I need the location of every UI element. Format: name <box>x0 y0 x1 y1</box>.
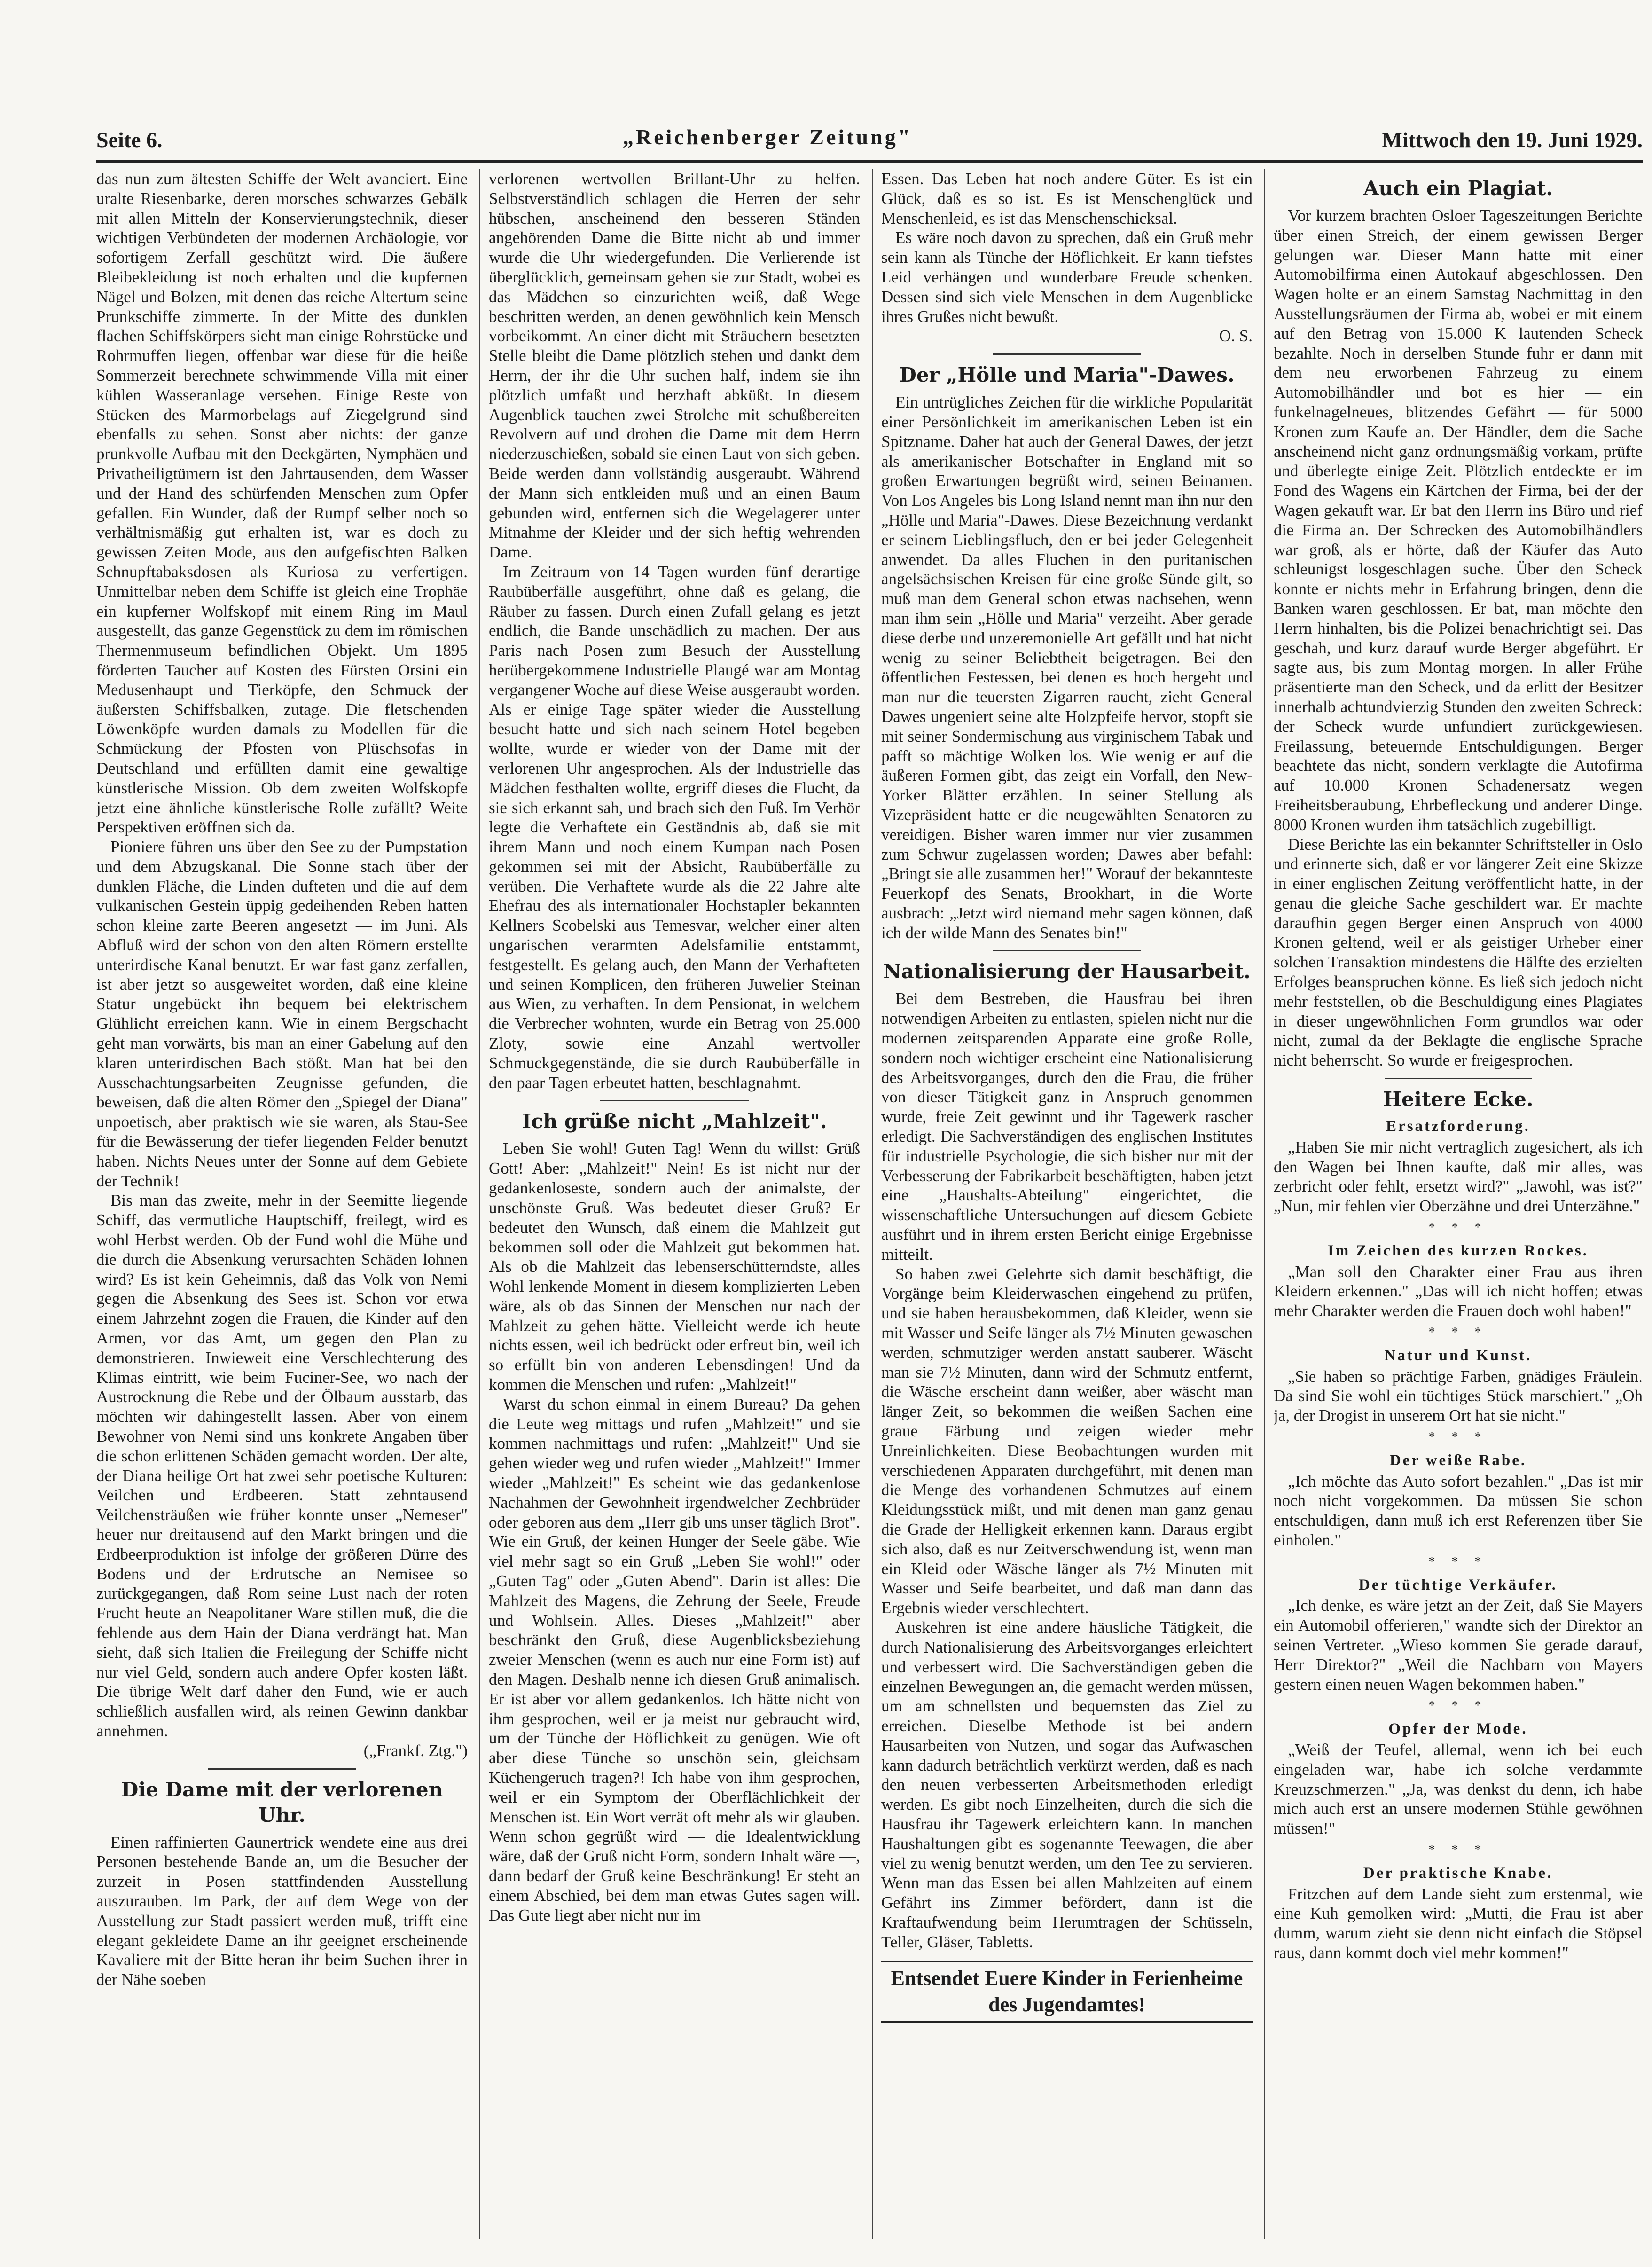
article-paragraph: Warst du schon einmal in einem Bureau? Da gehen die Leute weg mittags und rufen „Mahlzeit!" und sie kommen nachmittags und rufen: „Mahlzeit!" Und sie gehen wieder weg und rufen wieder „Mahlzeit!" Immer wieder „Mahlzeit!" Es scheint wie das gedankenlose Nachahmen der Gewohnheit irgendwelcher Zechbrüder oder geboren aus dem „Herr gib uns unser täglich Brot". Wie ein Gruß, der keinen Hunger der Seele gäbe. Wie viel mehr sagt so ein Gruß „Leben Sie wohl!" oder „Guten Tag" oder „Guten Abend". Darin ist alles: Die Mahlzeit des Magens, die Zehrung der Seele, Freude und Wohlsein. Alles. Dieses „Mahlzeit!" aber beschränkt den Gruß, diese Augenblicksbeziehung zweier Menschen (wenn es auch nur eine Form ist) auf den Magen. Deshalb nenne ich diesen Gruß animalisch. Er ist aber vor allem gedankenlos. Ich hätte nicht von ihm gesprochen, weil er ja meist nur gebraucht wird, um der Tünche der Höflichkeit zu genügen. Wie oft aber diese Tünche so unschön sein, gleichsam Küchengeruch tragen?! Ich habe von ihm gesprochen, weil er ein Symptom der Oberflächlichkeit der Menschen ist. Ein Wort verrät oft mehr als wir glauben. Wenn schon gegrüßt wird — die Idealentwicklung wäre, daß der Gruß nicht Form, sondern Inhalt wäre —, dann bedarf der Gruß keine Beschränkung! Er steht an einem Abschied, bei dem man etwas Gutes sagen will. Das Gute liegt aber nicht nur im <box>489 1395 860 1924</box>
article-separator <box>1385 1078 1532 1079</box>
column-1 <box>96 169 468 2239</box>
article-paragraph: Diese Berichte las ein bekannter Schriftsteller in Oslo und erinnerte sich, daß er vor längerer Zeit eine Skizze in einer englischen Zeitung veröffentlicht hatte, in der genau die gleiche Sache geschildert war. Er machte daraufhin gegen Berger einen Anspruch von 4000 Kronen geltend, weil er als geistiger Urheber einer solchen Transaktion mindestens die Hälfte des erzielten Erfolges beanspruchen könne. Es ließ sich jedoch nicht mehr feststellen, ob die Beschuldigung eines Plagiates in dieser ungewöhnlichen Form grundlos war oder nicht, zumal da der Beklagte die englische Sprache nicht beherrscht. So wurde er freigesprochen. <box>1274 835 1643 1070</box>
joke-text: „Sie haben so prächtige Farben, gnädiges Fräulein. Da sind Sie wohl ein tüchtiges Stück marschiert." „Oh ja, der Drogist in unserem Ort hat sie nicht." <box>1274 1367 1643 1425</box>
article-headline: Heitere Ecke. <box>1383 1088 1534 1111</box>
article-headline: Ich grüße nicht „Mahlzeit". <box>522 1110 827 1133</box>
newspaper-title: „Reichenberger Zeitung" <box>623 125 913 149</box>
article-separator <box>993 353 1141 355</box>
column-rule <box>479 169 480 2239</box>
column-4 <box>1274 169 1643 2239</box>
article-separator <box>208 1768 356 1770</box>
joke-text: „Man soll den Charakter einer Frau aus ihren Kleidern erkennen." „Das will ich nicht hoffen; etwas mehr Charakter werden die Frauen doch wohl haben!" <box>1274 1262 1643 1320</box>
joke-title: Der tüchtige Verkäufer. <box>1359 1576 1558 1593</box>
joke-title: Opfer der Mode. <box>1388 1720 1528 1738</box>
article-paragraph: Ein untrügliches Zeichen für die wirkliche Popularität einer Persönlichkeit im amerikanischen Leben ist ein Spitzname. Daher hat auch der General Dawes, der jetzt als amerikanischer Botschafter in England mit so großen Erwartungen begrüßt wird, seinen Beinamen. Von Los Angeles bis Long Island nennt man ihn nur den „Hölle und Maria"-Dawes. Diese Bezeichnung verdankt er seinem Lieblingsfluch, den er bei jeder Gelegenheit anwendet. Da alles Fluchen in den puritanischen angelsächsischen Kreisen für eine große Sünde gilt, so muß man dem General schon etwas nachsehen, wenn man ihm sein „Hölle und Maria" verzeiht. Aber gerade diese derbe und unzeremonielle Art gefällt und hat nicht wenig zu seiner Beliebtheit beigetragen. Bei den öffentlichen Festessen, bei denen es hoch hergeht und man nur die teuersten Zigarren raucht, zieht General Dawes ungeniert seine alte Holzpfeife hervor, stopft sie mit seiner Sondermischung aus virginischem Tabak und pafft so mächtige Wolken los. Wie wenig er auf die äußeren Formen gibt, das zeigt ein Vorfall, den New-Yorker Blätter erzählen. In seiner Stellung als Vizepräsident hatte er die neugewählten Senatoren zu vereidigen. Bisher waren immer nur vier zusammen zum Schwur zugelassen worden; Dawes aber befahl: „Bringt sie alle zusammen her!" Worauf der bekannteste Feuerkopf des Senats, Brookhart, in die Worte ausbrach: „Jetzt wird niemand mehr sagen können, daß ich der wilde Mann des Senates bin!" <box>881 393 1253 942</box>
joke-text: Fritzchen auf dem Lande sieht zum erstenmal, wie eine Kuh gemolken wird: „Mutti, die Frau ist aber dumm, warum zieht sie denn nicht einfach die Stöpsel raus, dann kommt doch viel mehr kommen!" <box>1274 1884 1643 1962</box>
article-paragraph: das nun zum ältesten Schiffe der Welt avanciert. Eine uralte Riesenbarke, deren morsches schwarzes Gebälk mit allen Mitteln der Konservierungstechnik, dieser wichtigen Verbündeten der modernen Archäologie, vor sofortigem Zerfall geschützt wird. Die äußere Bleibekleidung ist noch erhalten und die kupfernen Nägel und Bolzen, mit denen das reiche Altertum seine Prunkschiffe zimmerte. In der Mitte des dunklen flachen Schiffskörpers sieht man einige Rohrstücke und Rohrmuffen liegen, offenbar war diese für die heiße Sommerzeit berechnete schwimmende Villa mit einer kühlen Wasseranlage versehen. Einige Reste von Stücken des Marmorbelags auf Ziegelgrund sind ebenfalls zu sehen. Sonst aber nichts: der ganze prunkvolle Aufbau mit den Deckgärten, Nymphäen und Privatheiligtümern ist den Jahrtausenden, dem Wasser und der Hand des schürfenden Menschen zum Opfer gefallen. Ein Wunder, daß der Rumpf selber noch so verhältnismäßig gut erhalten ist, war es doch zu gewissen Zeiten Mode, aus den aufgefischten Balken Schnupftabaksdosen als Kuriosa zu verfertigen. Unmittelbar neben dem Schiffe ist gleich eine Trophäe ein kupferner Wolfskopf mit einem Ring im Maul ausgestellt, das ganze Gegenstück zu dem im römischen Thermenmuseum befindlichen Objekt. Um 1895 förderten Taucher auf Kosten des Fürsten Orsini ein Medusenhaupt und Tierköpfe, den Schmuck der äußersten Schiffsbalken, zutage. Die fletschenden Löwenköpfe wurden damals zu Modellen für die Schmückung der Pfosten von Plüschsofas in Deutschland und erfüllten damit eine gewaltige künstlerische Mission. Ob dem zweiten Wolfskopfe jetzt eine ähnliche künstlerische Rolle zufällt? Weite Perspektiven eröffnen sich da. <box>96 170 468 837</box>
joke-title: Natur und Kunst. <box>1384 1347 1532 1364</box>
column-rule <box>872 169 873 2239</box>
column-3 <box>881 169 1253 2239</box>
joke-title: Der weiße Rabe. <box>1389 1451 1527 1469</box>
article-paragraph: Bis man das zweite, mehr in der Seemitte liegende Schiff, das vermutliche Hauptschiff, freilegt, wird es wohl Herbst werden. Ob der Fund wohl die Mühe und die durch die Absenkung verursachten Schäden lohnen wird? Es ist kein Geheimnis, daß das Volk von Nemi gegen die Absenkung des Sees ist. Schon vor etwa einem Jahrzehnt zogen die Frauen, die Kinder auf den Armen, vor das Amt, um gegen den Plan zu demonstrieren. Inwieweit eine Verschlechterung des Klimas eintritt, wie beim Fuciner-See, wo nach der Austrocknung die Rebe und der Ölbaum ausstarb, das möchten wir dahingestellt lassen. Aber von einem Bewohner von Nemi sind uns konkrete Angaben über die schon erlittenen Schäden gemacht worden. Der alte, der Diana heilige Ort hat zwei sehr poetische Kulturen: Veilchen und Erdbeeren. Statt zehntausend Veilchensträußen wie früher konnte unser „Nemeser" heuer nur dreitausend auf den Markt bringen und die Erdbeerproduktion ist infolge der größeren Dürre des Bodens und der Erdrutsche an Nemisee so zurückgegangen, daß Rom seine Lust nach der roten Frucht heute an Neapolitaner Ware stillen muß, die die fehlende aus dem Hain der Diana verdrängt hat. Man sieht, daß sich Italien die Freilegung der Schiffe nicht nur viel Geld, sondern auch andere Opfer kosten läßt. Die übrige Welt darf daher den Fund, wie er auch schließlich ausfallen wird, als reinen Gewinn dankbar annehmen. <box>96 1191 468 1740</box>
star-divider: * * * <box>1428 1325 1488 1340</box>
article-paragraph: Bei dem Bestreben, die Hausfrau bei ihren notwendigen Arbeiten zu entlasten, spielen nicht nur die modernen zeitsparenden Apparate eine große Rolle, sondern noch wichtiger erscheint eine Nationalisierung des Arbeitsvorganges, durch den die Frau, die früher von dieser Tätigkeit ganz in Anspruch genommen wurde, freie Zeit gewinnt und ihr Tagewerk rascher erledigt. Die Sachverständigen des englischen Institutes für industrielle Psychologie, die sich bisher nur mit der Verbesserung der Fabrikarbeit beschäftigten, haben jetzt eine „Haushalts-Abteilung" eingerichtet, die wissenschaftliche Untersuchungen auf diesem Gebiete ausführt und in ihrem ersten Bericht einige Ergebnisse mitteilt. <box>881 989 1253 1263</box>
joke-title: Der praktische Knabe. <box>1363 1864 1553 1882</box>
notice-box: Entsendet Euere Kinder in Ferienheime des Jugendamtes! <box>881 1961 1253 2023</box>
article-paragraph: So haben zwei Gelehrte sich damit beschäftigt, die Vorgänge beim Kleiderwaschen eingehend zu prüfen, und sie haben herausbekommen, daß Kleider, wenn sie mit Wasser und Seife länger als 7½ Minuten gewaschen werden, schmutziger werden anstatt sauberer. Wäscht man sie 7½ Minuten, dann wird der Schmutz entfernt, die Wäsche erscheint dann weißer, aber wäscht man länger Zeit, so bekommen die weißen Sachen eine graue Färbung und zeigen wieder mehr Unreinlichkeiten. Diese Beobachtungen wurden mit verschiedenen Apparaten durchgeführt, mit denen man die Menge des vorhandenen Schmutzes auf einem Kleidungsstück mißt, und mit denen man ganz genau die Grade der Helligkeit erkennen kann. Daraus ergibt sich also, daß es nur Zeitverschwendung ist, wenn man ein Kleid oder Wäsche länger als 7½ Minuten mit Wasser und Seife bearbeitet, und daß man dann das Ergebnis wieder verschlechtert. <box>881 1264 1253 1617</box>
article-separator <box>600 1100 749 1101</box>
article-headline: Die Dame mit der verlorenen Uhr. <box>121 1778 443 1827</box>
star-divider: * * * <box>1428 1220 1488 1235</box>
joke-title: Im Zeichen des kurzen Rockes. <box>1327 1242 1589 1259</box>
article-paragraph: verlorenen wertvollen Brillant-Uhr zu helfen. Selbstverständlich schlagen die Herren der sehr hübschen, anscheinend den besseren Ständen angehörenden Dame die Bitte nicht ab und immer wurde die Uhr wiedergefunden. Die Verlierende ist überglücklich, gemeinsam gehen sie zur Stadt, wobei es das Mädchen so einzurichten weiß, daß Wege beschritten werden, an denen gewöhnlich kein Mensch vorbeikommt. An einer dicht mit Sträuchern besetzten Stelle bleibt die Dame plötzlich stehen und dankt dem Herrn, der ihr die Uhr suchen half, indem sie ihn plötzlich umfaßt und herzhaft abküßt. In diesem Augenblick tauchen zwei Strolche mit schußbereiten Revolvern auf und drohen die Dame mit dem Herrn niederzuschießen, sobald sie einen Laut von sich geben. Beide werden dann vollständig ausgeraubt. Während der Mann sich entkleiden muß und an einen Baum gebunden wird, entfernen sich die Wegelagerer unter Mitnahme der Kleider und der sich heftig wehrenden Dame. <box>489 170 860 562</box>
star-divider: * * * <box>1428 1554 1488 1569</box>
issue-date: Mittwoch den 19. Juni 1929. <box>1382 128 1643 152</box>
column-rule <box>1264 169 1265 2239</box>
article-paragraph: Leben Sie wohl! Guten Tag! Wenn du willst: Grüß Gott! Aber: „Mahlzeit!" Nein! Es ist nicht nur der gedankenloseste, sondern auch der animalste, der unschönste Gruß. Was bedeutet dieser Gruß? Er bedeutet den Wunsch, daß einem die Mahlzeit gut bekommen soll oder die Mahlzeit gut bekommen hat. Als ob die Mahlzeit das lebenserschütterndste, alles Wohl lenkende Moment in diesem komplizierten Leben wäre, als ob das Sinnen der Menschen nur nach der Mahlzeit zu gehen hätte. Vielleicht werde ich heute nichts essen, weil ich bedrückt oder erfreut bin, weil ich so erfüllt bin von anderen Lebensdingen! Und da kommen die Menschen und rufen: „Mahlzeit!" <box>489 1139 860 1394</box>
column-2 <box>489 169 860 2239</box>
header-rule <box>96 160 1643 163</box>
joke-title: Ersatzforderung. <box>1386 1118 1530 1135</box>
article-paragraph: Vor kurzem brachten Osloer Tageszeitungen Berichte über einen Streich, der einem gewissen Berger gelungen war. Dieser Mann hatte mit einer Automobilfirma einen Autokauf abgeschlossen. Den Wagen holte er an einem Samstag Nachmittag in den Ausstellungsräumen der Firma ab, wobei er mit einem auf den Betrag von 15.000 K lautenden Scheck bezahlte. Noch in derselben Stunde fuhr er dann mit dem neu erworbenen Fahrzeug zu einem Automobilhändler und bot es hier — ein funkelnagelneues, blitzendes Gefährt — für 5000 Kronen zum Kaufe an. Der Händler, dem die Sache anscheinend nicht ganz ordnungsmäßig vorkam, prüfte und überlegte einige Zeit. Plötzlich entdeckte er im Fond des Wagens ein Kärtchen der Firma, bei der der Wagen gekauft war. Er bat den Herrn ins Büro und rief die Firma an. Der Schrecken des Automobilhändlers war groß, als er hörte, daß der Käufer das Auto schleunigst losgeschlagen suche. Über den Scheck konnte er nichts mehr in Erfahrung bringen, denn die Banken waren geschlossen. Er bat, man möchte den Herrn hinhalten, bis die Polizei benachrichtigt sei. Das geschah, und kurz darauf wurde Berger abgeführt. Er sagte aus, bis zum Montag morgen. In aller Frühe präsentierte man den Scheck, und da erlitt der Besitzer innerhalb achtundvierzig Stunden den zweiten Schreck: der Scheck wurde unfundiert zurückgewiesen. Freilassung, beteuernde Entschuldigungen. Berger beachtete das nicht, sondern verklagte die Autofirma auf 10.000 Kronen Schadenersatz wegen Freiheitsberaubung, Ehrbefleckung und anderer Dinge. 8000 Kronen wurden ihm tatsächlich zugebilligt. <box>1274 206 1643 834</box>
star-divider: * * * <box>1428 1842 1488 1857</box>
article-paragraph: Einen raffinierten Gaunertrick wendete eine aus drei Personen bestehende Bande an, um die Besucher der zurzeit in Posen stattfindenden Ausstellung auszurauben. Im Park, der auf dem Wege von der Ausstellung zur Stadt passiert werden muß, trifft eine elegant gekleidete Dame an ihr geeignet erscheinende Kavaliere mit der Bitte heran ihr beim Suchen ihrer in der Nähe soeben <box>96 1833 468 1989</box>
joke-text: „Ich denke, es wäre jetzt an der Zeit, daß Sie Mayers ein Automobil offerieren," wandte sich der Direktor an seinen Vertreter. „Wieso kommen Sie gerade darauf, Herr Direktor?" „Weil die Nachbarn von Mayers gestern einen neuen Wagen bekommen haben." <box>1274 1596 1643 1694</box>
article-headline: Auch ein Plagiat. <box>1363 177 1553 200</box>
article-paragraph: Es wäre noch davon zu sprechen, daß ein Gruß mehr sein kann als Tünche der Höflichkeit. Er kann tiefstes Leid verhängen und wunderbare Freude schenken. Dessen sind sich viele Menschen in dem Augenblicke ihres Grußes nicht bewußt. <box>881 228 1253 326</box>
star-divider: * * * <box>1428 1698 1488 1713</box>
joke-text: „Weiß der Teufel, allemal, wenn ich bei euch eingeladen war, habe ich solche verdammte Kreuzschmerzen." „Ja, was denkst du denn, ich habe mich auch erst an unsere modernen Stühle gewöhnen müssen!" <box>1274 1740 1643 1838</box>
article-paragraph: Essen. Das Leben hat noch andere Güter. Es ist ein Glück, daß es so ist. Es ist Menschenglück und Menschenleid, es ist das Menschenschicksal. <box>881 170 1253 227</box>
article-paragraph: Im Zeitraum von 14 Tagen wurden fünf derartige Raubüberfälle ausgeführt, ohne daß es gelang, die Räuber zu fassen. Durch einen Zufall gelang es jetzt endlich, die Bande unschädlich zu machen. Der aus Paris nach Posen zum Besuch der Ausstellung herübergekommene Industrielle Plaugé war am Montag vergangener Woche auf diese Weise ausgeraubt worden. Als er einige Tage später wieder die Ausstellung besucht hatte und sich nach seinem Hotel begeben wollte, wurde er wieder von der Dame mit der verlorenen Uhr angesprochen. Als der Industrielle das Mädchen festhalten wollte, ergriff dieses die Flucht, da sie sich erkannt sah, und brach sich den Fuß. Im Verhör legte die Verhaftete ein Geständnis ab, daß sie mit ihrem Mann und noch einem Kumpan nach Posen gekommen sei mit der Absicht, Raubüberfälle zu verüben. Die Verhaftete wurde als die 22 Jahre alte Ehefrau des als internationaler Hochstapler bekannten Kellners Scobelski aus Temesvar, welcher einer alten ungarischen verarmten Adelsfamilie entstammt, festgestellt. Es gelang auch, den Mann der Verhafteten und seinen Komplicen, den früheren Juwelier Steinan aus Wien, zu verhaften. In dem Pensionat, in welchem die Verbrecher wohnten, wurde ein Betrag von 25.000 Zloty, sowie eine Anzahl wertvoller Schmuckgegenstände, die sie durch Raubüberfälle in den paar Tagen erbeutet hatten, beschlagnahmt. <box>489 562 860 1092</box>
article-source: („Frankf. Ztg.") <box>363 1741 468 1760</box>
article-signature: O. S. <box>1219 327 1253 345</box>
joke-text: „Haben Sie mir nicht vertraglich zugesichert, als ich den Wagen bei Ihnen kaufte, daß mir alles, was zerbricht oder fehlt, ersetzt wird?" „Jawohl, was ist?" „Nun, mir fehlen vier Oberzähne und drei Unterzähne." <box>1274 1137 1643 1216</box>
joke-text: „Ich möchte das Auto sofort bezahlen." „Das ist mir noch nicht vorgekommen. Da müssen Sie schon entschuldigen, dann muß ich erst Referenzen über Sie einholen." <box>1274 1472 1643 1549</box>
article-paragraph: Auskehren ist eine andere häusliche Tätigkeit, die durch Nationalisierung des Arbeitsvorganges erleichtert und verbessert wird. Die Sachverständigen geben die einzelnen Bewegungen an, die gemacht werden müssen, um am schnellsten und bequemsten das Ziel zu erreichen. Dieselbe Methode ist bei andern Hausarbeiten von Nutzen, und sogar das Aufwaschen kann dadurch beträchtlich verkürzt werden, daß es nach den neuen verbesserten Arbeitsmethoden erledigt werden. Es gibt noch Einzelheiten, durch die sich die Hausfrau ihr Tagewerk erleichtern kann. In manchen Haushaltungen gibt es sogenannte Teewagen, die aber viel zu wenig benutzt werden, um den Tee zu servieren. Wenn man das Essen bei allen Mahlzeiten auf einem Gefährt ins Zimmer befördert, dann ist die Kraftaufwendung beim Herumtragen der Schüsseln, Teller, Gläser, Tabletts. <box>881 1618 1253 1951</box>
article-paragraph: Pioniere führen uns über den See zu der Pumpstation und dem Abzugskanal. Die Sonne stach über der dunklen Fläche, die Linden dufteten und die auf dem vulkanischen Gestein üppig gedeihenden Reben hatten schon kleine zarte Beeren angesetzt — im Juni. Als Abfluß wird der schon von den alten Römern erstellte unterirdische Kanal benutzt. Er war fast ganz zerfallen, ist aber jetzt so ausgeweitet worden, daß eine kleine Statur ungebückt ihn bequem bei elektrischem Glühlicht erreichen kann. Wie in einem Bergschacht geht man vorwärts, bis man an einer Gabelung auf den klaren unterirdischen Bach stößt. Man hat bei den Ausschachtungsarbeiten Zeugnisse gefunden, die beweisen, daß die alten Römer den „Spiegel der Diana" unpoetisch, aber praktisch wie sie waren, als Stau-See für die Bewässerung der tiefer liegenden Felder benutzt haben. Nichts Neues unter der Sonne auf dem Gebiete der Technik! <box>96 838 468 1190</box>
page-header <box>96 125 1643 157</box>
article-separator <box>993 950 1141 951</box>
page-number: Seite 6. <box>96 128 163 152</box>
star-divider: * * * <box>1428 1430 1488 1445</box>
article-headline: Nationalisierung der Hausarbeit. <box>883 960 1251 983</box>
article-headline: Der „Hölle und Maria"-Dawes. <box>899 363 1235 387</box>
